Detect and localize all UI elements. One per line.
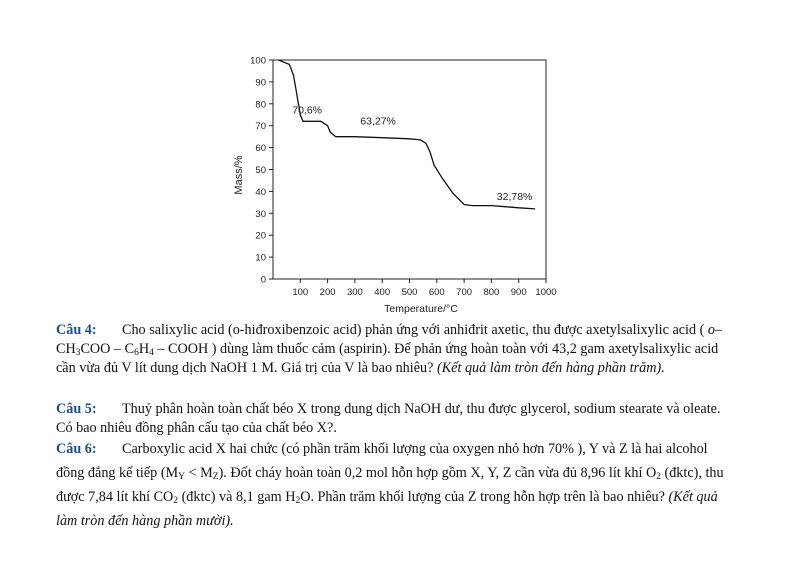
y-tick-label: 90: [255, 77, 266, 89]
x-tick-label: 600: [428, 287, 445, 298]
x-axis-ticks: [292, 279, 556, 298]
y-tick-label: 100: [250, 55, 266, 67]
annotation-label: 32,78%: [496, 191, 533, 204]
question-4-text-2: ) dùng làm thuốc cảm (aspirin). Để phản ứng hoàn toàn với 43,2 gam axetylsalixylic acid cần vừa đủ V lít dung dịch NaOH 1 M. Giá trị của V là bao nhiêu?: [56, 341, 719, 376]
q4-formula-part: COO – C: [80, 341, 135, 357]
q6-mass-compare: < M: [185, 465, 213, 481]
annotation-label: 70,6%: [292, 104, 323, 117]
x-tick-label: 800: [483, 287, 500, 298]
q4-formula-part: –CH: [56, 322, 723, 357]
question-6-text-4: (đktc) và 8,1 gam: [181, 489, 282, 505]
q6-o2: O: [645, 465, 657, 481]
question-6-note: (Kết quả làm tròn đến hàng phần mười).: [56, 489, 718, 529]
question-4: [56, 321, 739, 378]
x-tick-label: 100: [292, 287, 309, 298]
x-tick-label: 300: [346, 287, 363, 298]
plot-border: [273, 60, 546, 279]
q6-mass-compare: ): [218, 465, 224, 481]
q6-h2o-sub: 2: [295, 496, 301, 506]
q6-mass-sub: Z: [212, 472, 219, 482]
question-4-label: Câu 4:: [56, 322, 97, 338]
x-tick-label: 500: [401, 287, 418, 298]
question-6: [56, 437, 739, 533]
q6-mass-sub: Y: [178, 472, 186, 482]
question-6-text-2: . Đốt cháy hoàn toàn 0,2 mol hỗn hợp gồm X, Y, Z cần vừa đủ 8,96 lít khí: [223, 465, 643, 481]
q4-formula-part: – COOH: [153, 341, 209, 357]
mass-curve: [279, 60, 536, 209]
x-tick-label: 700: [456, 287, 473, 298]
y-tick-label: 10: [255, 252, 266, 264]
question-5: [56, 400, 739, 438]
question-6-text-1: Carboxylic acid X hai chức (có phần trăm khối lượng của oxygen nhỏ hơn 70% ), Y và Z là hai alcohol đồng đẳng kế tiếp: [56, 441, 708, 481]
question-4-text-1: Cho salixylic acid (o-hiđroxibenzoic acid) phản ứng với anhiđrit axetic, thu được axetylsalixylic acid (: [122, 322, 705, 338]
q6-co2-sub: 2: [173, 496, 179, 506]
x-tick-label: 200: [319, 287, 336, 298]
y-tick-label: 50: [255, 165, 266, 176]
tga-chart: [225, 50, 570, 320]
x-tick-label: 1000: [535, 287, 557, 298]
q6-o2-sub: 2: [656, 472, 661, 482]
plot-frame: [273, 60, 546, 279]
x-tick-label: 400: [374, 287, 391, 298]
q6-h2o: H: [285, 489, 296, 505]
x-axis-label: Temperature/°C: [384, 303, 458, 315]
question-6-text-5: . Phần trăm khối lượng của Z trong hỗn hợp trên là bao nhiêu?: [310, 489, 665, 505]
annotation-label: 63,27%: [360, 115, 396, 128]
y-tick-label: 60: [255, 143, 266, 155]
q6-h2o: O: [300, 489, 311, 505]
q4-formula-sub: 6: [134, 348, 139, 358]
x-tick-label: 900: [510, 287, 527, 298]
q4-formula-part: H: [138, 341, 150, 357]
annotations: [292, 105, 532, 204]
question-6-label: Câu 6:: [56, 441, 97, 457]
y-tick-label: 70: [255, 121, 266, 133]
question-6-text-3: (đktc), thu được 7,84 lít khí: [56, 465, 724, 505]
y-tick-label: 0: [260, 274, 266, 286]
question-5-label: Câu 5:: [56, 401, 97, 417]
q6-mass-compare: (M: [160, 465, 179, 481]
question-5-text: Thuỷ phân hoàn toàn chất béo X trong dung dịch NaOH dư, thu được glycerol, sodium stearate và oleate. Có bao nhiêu đồng phân cấu tạo của chất béo X?.: [56, 401, 721, 436]
q4-formula-sub: 4: [149, 348, 154, 358]
y-tick-label: 40: [255, 186, 266, 198]
q4-formula-o: o: [707, 322, 715, 338]
y-axis-ticks: [250, 56, 273, 286]
q6-co2: CO: [153, 489, 174, 505]
y-tick-label: 80: [255, 99, 266, 111]
y-axis-label: Mass/%: [233, 155, 245, 195]
question-4-note: (Kết quả làm tròn đến hàng phần trăm).: [436, 360, 665, 376]
y-tick-label: 20: [255, 230, 266, 242]
y-tick-label: 30: [255, 208, 266, 220]
q4-formula-sub: 3: [75, 348, 81, 358]
